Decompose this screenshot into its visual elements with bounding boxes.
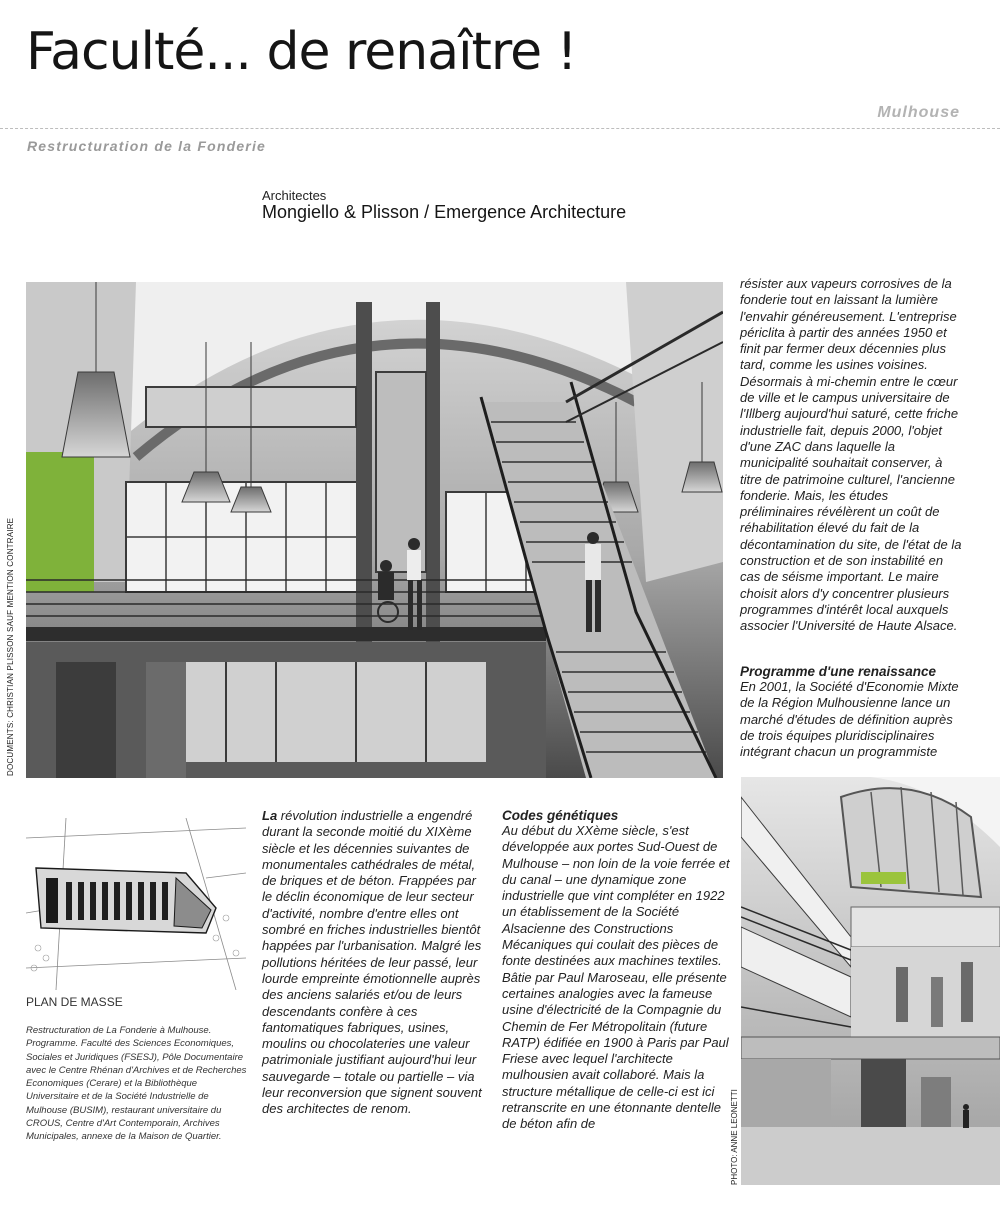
main-photo-credit: DOCUMENTS: CHRISTIAN PLISSON SAUF MENTION CONTRAIRE: [6, 517, 15, 776]
architects-names: Mongiello & Plisson / Emergence Architecture: [262, 202, 627, 222]
middle-column-2-text: Au début du XXème siècle, s'est développée aux portes Sud-Ouest de Mulhouse – non loin de la voie ferrée et du canal – une dynamique zone industrielle que vint compléter en 1922 un établissement de la Société Alsacienne des Constructions Mécaniques qui coulait des pièces de fonte destinées aux machines textiles. Bâtie par Paul Maroseau, elle présente certaines analogies avec la fameuse usine d'électricité de la Compagnie du Chemin de Fer Métropolitain (future RATP) édifiée en 1900 à Paris par Paul Friese avec lequel l'architecte mulhousien avait collaboré. Mais la structure métallique de celle-ci est ici retranscrite en une étonnante dentelle de béton afin de: [502, 823, 730, 1132]
right-column-section: [740, 664, 962, 760]
right-column-text-2: En 2001, la Société d'Economie Mixte de la Région Mulhousienne lance un marché d'études de définition auprès de trois équipes pluridisciplinaires intégrant chacun un programmiste: [740, 679, 959, 760]
header-divider: [0, 128, 1000, 129]
middle-column-2: [502, 808, 730, 1133]
section-heading-programme: Programme d'une renaissance: [740, 664, 937, 679]
architects-label: Architectes: [262, 188, 327, 203]
lead-word: La: [262, 808, 278, 823]
section-heading-codes: Codes génétiques: [502, 808, 619, 823]
site-plan-label: PLAN DE MASSE: [26, 995, 123, 1009]
middle-column-1: [262, 808, 488, 1118]
plan-caption: Restructuration de La Fonderie à Mulhouse. Programme. Faculté des Sciences Economiques, Sociales et Juridiques (FSESJ), Pôle Documentaire avec le Centre Rhénan d'Archives et de Recherches Economiques (Cerare) et la Bibliothèque Universitaire et de la Société Industrielle de Mulhouse (BUSIM), restaurant universitaire du CROUS, Centre d'Art Contemporain, Archives Municipales, annexe de la Maison de Quartier.: [26, 1025, 247, 1143]
side-photo-credit: PHOTO: ANNE LEONETTI: [730, 1089, 739, 1185]
site-plan: [26, 818, 246, 990]
main-photo: [26, 282, 723, 778]
side-photo: [741, 777, 1000, 1185]
section-subtitle: Restructuration de la Fonderie: [27, 138, 267, 154]
right-column-text: résister aux vapeurs corrosives de la fonderie tout en laissant la lumière l'envahir généreusement. L'entreprise périclita à partir des années 1950 et finit par fermer deux décennies plus tard, comme les usines voisines. Désormais à mi-chemin entre le cœur de ville et le campus universitaire de l'Illberg aujourd'hui saturé, cette friche industrielle fait, depuis 2000, l'objet d'une ZAC dans laquelle la municipalité souhaitait conserver, à titre de patrimoine culturel, l'ancienne fonderie. Mais, les études préliminaires révélèrent un coût de réhabilitation élevé du fait de la décontamination du site, de l'état de la construction et de son instabilité en cas de séisme important. Le maire choisit alors d'y concentrer plusieurs programmes d'intérêt local auxquels associer l'Université de Haute Alsace.: [740, 276, 962, 634]
city-label: Mulhouse: [877, 104, 960, 121]
middle-column-1-text: révolution industrielle a engendré durant la seconde moitié du XIXème siècle et les décennies suivantes de monumentales cathédrales de métal, de briques et de béton. Frappées par le déclin économique de leur secteur d'activité, nombre d'entre elles ont sombré en friches industrielles bientôt happées par l'urbanisation. Malgré les pollutions héritées de leur passé, leur lourde empreinte émotionnelle auprès des anciens salariés et/ou de leurs descendants confère à ces fantomatiques fabriques, usines, moulins ou chocolateries une valeur patrimoniale justifiant aujourd'hui leur sauvegarde – totale ou partielle – via leur reconversion que signent souvent des architectes de renom.: [262, 808, 482, 1117]
page-title: Faculté... de renaître !: [26, 22, 577, 82]
